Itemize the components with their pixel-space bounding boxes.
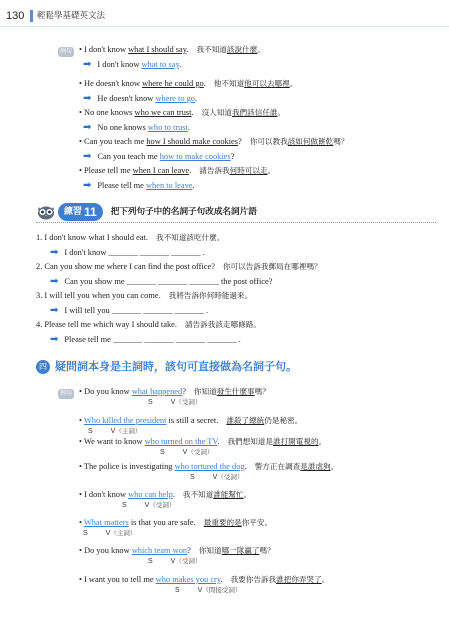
sentence-pre: • I don't know bbox=[79, 490, 129, 499]
exercise-label bbox=[58, 203, 103, 221]
exercise-header bbox=[36, 203, 257, 221]
translation-pre: 我不知道 bbox=[196, 45, 227, 54]
question-translation: 我將告訴你何時能過來。 bbox=[168, 291, 253, 300]
translation-pre: 我要你告訴我 bbox=[230, 575, 277, 584]
sentence-pre: • I want you to tell me bbox=[79, 575, 156, 584]
example-sentence bbox=[79, 387, 270, 397]
arrow-right-icon: ➡ bbox=[83, 93, 92, 104]
sentence-post: is still a secret. bbox=[166, 416, 219, 425]
example-sentence bbox=[79, 137, 348, 147]
translation-post: 。 bbox=[289, 79, 298, 88]
subject-verb-marker bbox=[148, 399, 201, 407]
sentence-post: ? bbox=[182, 387, 186, 396]
answer-pre: I don't know bbox=[97, 60, 142, 69]
sentence-pre: • bbox=[79, 416, 84, 425]
book-title: 輕鬆學基礎英文法 bbox=[37, 11, 106, 21]
answer-blanks: Please tell me _______ _______ _______ _______ . bbox=[64, 335, 241, 344]
answer-pre: Please tell me bbox=[97, 181, 146, 190]
noun-phrase: what to say bbox=[141, 60, 180, 69]
subject-verb-marker bbox=[175, 587, 241, 595]
translation-clause: 何時可以走 bbox=[229, 166, 268, 175]
translation-clause: 最重要的是 bbox=[203, 518, 242, 527]
example-sentence bbox=[79, 437, 326, 447]
sentence-post: . bbox=[186, 45, 189, 54]
subject-verb-marker bbox=[88, 428, 141, 436]
exercise-answer bbox=[50, 247, 205, 259]
subject-mark: S bbox=[160, 449, 165, 456]
exercise-answer bbox=[50, 305, 208, 317]
exercise-question bbox=[36, 320, 261, 330]
verb-mark: V bbox=[105, 530, 111, 537]
question-translation: 我不知道該吃什麼。 bbox=[156, 233, 225, 242]
translation-post: 。 bbox=[257, 45, 265, 54]
translation-post: 。 bbox=[267, 166, 276, 175]
exercise-label-text: 練習 bbox=[64, 206, 83, 217]
answer-line bbox=[83, 93, 197, 105]
noun-clause: What matters bbox=[83, 518, 129, 527]
subject-verb-marker bbox=[122, 502, 175, 510]
role-note: （主詞） bbox=[115, 427, 142, 435]
role-note: （受詞） bbox=[187, 448, 214, 456]
translation-clause: 誰把你弄哭了 bbox=[276, 575, 322, 584]
sentence-pre: • No one knows bbox=[79, 108, 135, 117]
noun-clause: who makes you cry bbox=[155, 575, 221, 584]
translation-clause: 他可以去哪裡 bbox=[244, 79, 290, 88]
answer-post: ? bbox=[230, 152, 235, 161]
question-translation: 請告訴我該走哪條路。 bbox=[184, 320, 261, 329]
translation-post: 。 bbox=[318, 437, 327, 446]
subject-verb-marker bbox=[160, 449, 213, 457]
sentence-post: . bbox=[203, 79, 206, 88]
sentence-post: . bbox=[220, 575, 223, 584]
translation-pre: 他不知道 bbox=[213, 79, 245, 88]
translation-pre: 警方正在調查 bbox=[254, 462, 301, 471]
arrow-right-icon: ➡ bbox=[50, 247, 59, 258]
sentence-pre: • Do you know bbox=[79, 387, 132, 396]
subject-mark: S bbox=[175, 587, 180, 594]
translation-clause: 誰打開電視的 bbox=[273, 437, 319, 446]
translation-post: 。 bbox=[321, 575, 330, 584]
example-badge-2: 例句 bbox=[59, 390, 72, 398]
example-sentence bbox=[79, 79, 297, 89]
translation-clause: 誰殺了總統 bbox=[226, 416, 265, 425]
subject-mark: S bbox=[148, 558, 153, 565]
noun-phrase: how to make cookies bbox=[159, 152, 231, 161]
question-text: 1. I don't know what I should eat. bbox=[36, 233, 148, 242]
noun-clause: what happened bbox=[131, 387, 183, 396]
noun-phrase: when to leave bbox=[146, 181, 193, 190]
verb-mark: V bbox=[144, 502, 150, 509]
subject-mark: S bbox=[83, 530, 88, 537]
answer-post: . bbox=[192, 181, 195, 190]
question-text: 4. Please tell me which way I should take. bbox=[36, 320, 177, 329]
section-heading bbox=[36, 360, 297, 374]
sentence-post: . bbox=[244, 462, 247, 471]
exercise-question bbox=[36, 262, 322, 272]
section-title: 疑問詞本身是主詞時，該句可直接做為名詞子句。 bbox=[55, 360, 297, 374]
role-note: （受詞） bbox=[175, 398, 202, 406]
sentence-post: . bbox=[189, 166, 192, 175]
sentence-post: . bbox=[191, 108, 194, 117]
sentence-pre: • Can you teach me bbox=[79, 137, 147, 146]
translation-pre: 你知道 bbox=[193, 387, 217, 396]
exercise-answer bbox=[50, 334, 241, 346]
noun-clause: Who killed the president bbox=[83, 416, 167, 425]
answer-blanks: I don't know _______ _______ _______ . bbox=[64, 248, 205, 257]
exercise-title: 把下列句子中的名詞子句改成名詞片語 bbox=[110, 207, 257, 218]
verb-mark: V bbox=[170, 399, 176, 406]
page-number: 130 bbox=[6, 10, 25, 22]
translation-clause: 發生什麼事 bbox=[216, 387, 255, 396]
subject-mark: S bbox=[88, 428, 93, 435]
exercise-question bbox=[36, 291, 252, 301]
subject-verb-marker bbox=[148, 558, 201, 566]
header-rule bbox=[0, 26, 449, 27]
verb-mark: V bbox=[110, 428, 116, 435]
answer-line bbox=[83, 180, 195, 192]
example-sentence bbox=[79, 108, 285, 118]
sentence-pre: • bbox=[79, 518, 84, 527]
arrow-right-icon: ➡ bbox=[83, 59, 92, 70]
example-sentence bbox=[79, 546, 275, 556]
arrow-right-icon: ➡ bbox=[50, 305, 59, 316]
answer-post: . bbox=[187, 123, 190, 132]
example-sentence bbox=[79, 490, 251, 500]
verb-mark: V bbox=[197, 587, 203, 594]
exercise-answer bbox=[50, 276, 272, 288]
noun-clause: which team won bbox=[131, 546, 188, 555]
translation-post: 你平安。 bbox=[241, 518, 273, 527]
role-note: （主詞） bbox=[110, 529, 137, 537]
answer-line bbox=[83, 59, 181, 71]
sentence-post: ? bbox=[187, 546, 191, 555]
translation-clause: 誰能幫忙 bbox=[213, 490, 244, 499]
sentence-post: . bbox=[172, 490, 175, 499]
translation-post: 仍是秘密。 bbox=[264, 416, 303, 425]
translation-post: 。 bbox=[330, 462, 339, 471]
header-accent-bar bbox=[30, 10, 33, 22]
translation-clause: 該如何做餅乾 bbox=[287, 137, 334, 146]
noun-phrase: where to go bbox=[155, 94, 195, 103]
verb-mark: V bbox=[170, 558, 176, 565]
answer-blanks: Can you show me _______ _______ _______ the post office? bbox=[64, 277, 273, 286]
translation-pre: 我不知道 bbox=[182, 490, 214, 499]
answer-pre: He doesn't know bbox=[97, 94, 156, 103]
translation-clause: 我們該信任誰 bbox=[231, 108, 278, 117]
sentence-pre: • Do you know bbox=[79, 546, 132, 555]
noun-clause: where he could go bbox=[142, 79, 204, 88]
example-sentence bbox=[79, 462, 338, 472]
sentence-pre: • The police is investigating bbox=[79, 462, 175, 471]
translation-clause: 該說什麼 bbox=[226, 45, 258, 54]
example-sentence bbox=[79, 45, 265, 55]
translation-post: 嗎？ bbox=[254, 387, 270, 396]
section-number: 四 bbox=[36, 360, 50, 374]
arrow-right-icon: ➡ bbox=[50, 276, 59, 287]
translation-post: 嗎？ bbox=[333, 137, 349, 146]
sentence-pre: • We want to know bbox=[79, 437, 145, 446]
answer-post: . bbox=[194, 94, 198, 103]
translation-clause: 是誰虐狗 bbox=[300, 462, 331, 471]
role-note: （受詞） bbox=[149, 501, 176, 509]
verb-mark: V bbox=[182, 449, 188, 456]
question-text: 2. Can you show me where I can find the post office? bbox=[36, 262, 215, 271]
exercise-number: 11 bbox=[84, 205, 97, 219]
verb-mark: V bbox=[212, 474, 218, 481]
noun-clause: who tortured the dog bbox=[174, 462, 245, 471]
sentence-pre: • I don't know bbox=[79, 45, 129, 54]
noun-phrase: who to trust bbox=[147, 123, 188, 132]
translation-pre: 你可以教我 bbox=[249, 137, 288, 146]
exercise-question bbox=[36, 233, 224, 243]
example-sentence bbox=[79, 416, 302, 426]
sentence-post: . bbox=[217, 437, 220, 446]
sentence-post: ? bbox=[238, 137, 242, 146]
subject-mark: S bbox=[148, 399, 153, 406]
answer-line bbox=[83, 151, 234, 163]
translation-pre: 你知道 bbox=[198, 546, 222, 555]
sentence-pre: • Please tell me bbox=[79, 166, 133, 175]
example-sentence bbox=[79, 575, 329, 585]
question-text: 3. I will tell you when you can come. bbox=[36, 291, 161, 300]
question-translation: 你可以告訴我郵局在哪裡嗎？ bbox=[222, 262, 322, 271]
subject-mark: S bbox=[190, 474, 195, 481]
owl-icon bbox=[36, 204, 56, 220]
role-note: （受詞） bbox=[217, 473, 244, 481]
arrow-right-icon: ➡ bbox=[83, 122, 92, 133]
answer-line bbox=[83, 122, 190, 134]
example-sentence bbox=[79, 166, 275, 176]
noun-clause: who can help bbox=[128, 490, 173, 499]
arrow-right-icon: ➡ bbox=[83, 180, 92, 191]
dotted-divider bbox=[36, 222, 436, 223]
translation-clause: 哪一隊贏了 bbox=[221, 546, 260, 555]
example-sentence bbox=[79, 518, 272, 528]
subject-verb-marker bbox=[190, 474, 243, 482]
translation-pre: 請告訴我 bbox=[199, 166, 230, 175]
role-note: （間接受詞） bbox=[202, 586, 242, 594]
translation-post: 嗎？ bbox=[259, 546, 275, 555]
translation-post: 。 bbox=[277, 108, 286, 117]
role-note: （受詞） bbox=[175, 557, 202, 565]
subject-verb-marker bbox=[83, 530, 136, 538]
arrow-right-icon: ➡ bbox=[50, 334, 59, 345]
answer-pre: No one knows bbox=[97, 123, 148, 132]
translation-pre: 我們想知道是 bbox=[227, 437, 273, 446]
noun-clause: who we can trust bbox=[134, 108, 192, 117]
example-badge: 例句 bbox=[59, 48, 72, 56]
answer-post: . bbox=[179, 60, 182, 69]
translation-pre: 沒人知道 bbox=[201, 108, 232, 117]
noun-clause: what I should say bbox=[128, 45, 187, 54]
translation-post: 。 bbox=[243, 490, 252, 499]
answer-pre: Can you teach me bbox=[97, 152, 160, 161]
noun-clause: who turned on the TV bbox=[144, 437, 218, 446]
sentence-post: is that you are safe. bbox=[128, 518, 196, 527]
arrow-right-icon: ➡ bbox=[83, 151, 92, 162]
sentence-pre: • He doesn't know bbox=[79, 79, 143, 88]
noun-clause: when I can leave bbox=[132, 166, 190, 175]
answer-blanks: I will tell you _______ _______ _______ . bbox=[64, 306, 209, 315]
subject-mark: S bbox=[122, 502, 127, 509]
noun-clause: how I should make cookies bbox=[146, 137, 239, 146]
